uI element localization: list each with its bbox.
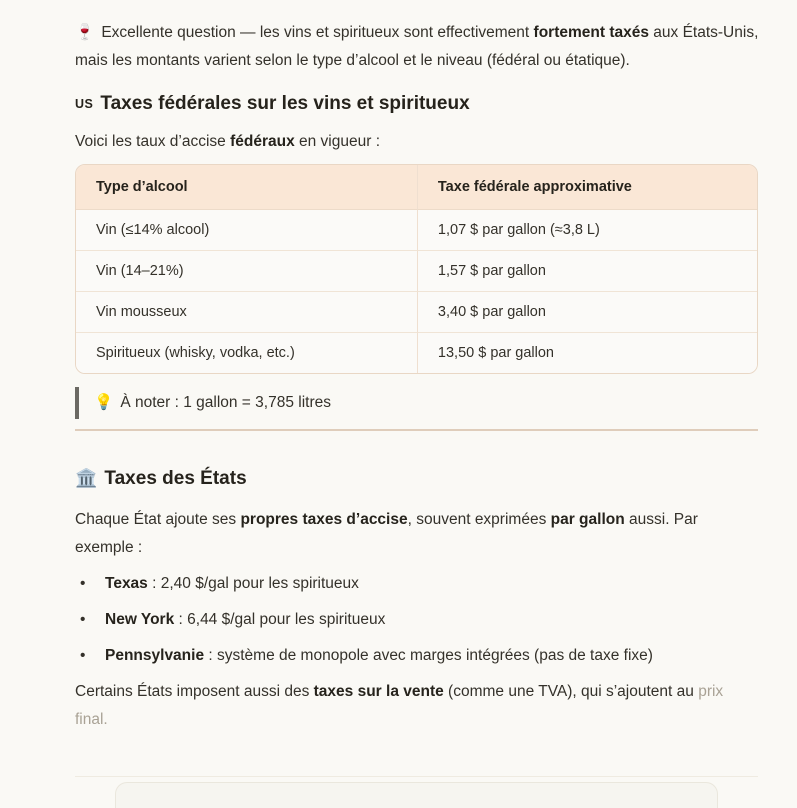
table-row bbox=[76, 292, 757, 333]
table-row bbox=[76, 251, 757, 292]
intro-text-post: aux États-Unis, mais les montants varient selon le type d’alcool et le niveau (fédéral ou étatique). bbox=[75, 24, 759, 69]
table-cell: 1,07 $ par gallon (≈3,8 L) bbox=[417, 210, 757, 251]
table-cell: Spiritueux (whisky, vodka, etc.) bbox=[76, 333, 417, 373]
states-intro-bold1: propres taxes d’accise bbox=[240, 510, 408, 528]
states-intro-post: aussi. Par exemple : bbox=[75, 510, 698, 556]
state-taxes-heading-label: Taxes des États bbox=[104, 467, 247, 489]
table-header-row bbox=[76, 165, 757, 210]
table-cell: Vin (≤14% alcool) bbox=[76, 210, 417, 251]
table-cell: 13,50 $ par gallon bbox=[417, 333, 757, 373]
note-blockquote bbox=[75, 387, 760, 419]
list-item-text bbox=[105, 642, 653, 670]
table-cell: Vin (14–21%) bbox=[76, 251, 417, 292]
federal-intro-paragraph bbox=[75, 128, 760, 156]
table-cell: 3,40 $ par gallon bbox=[417, 292, 757, 333]
federal-taxes-heading bbox=[75, 91, 760, 118]
federal-taxes-heading-label: Taxes fédérales sur les vins et spiritueux bbox=[100, 93, 470, 114]
list-item-pennsylvanie bbox=[80, 642, 760, 670]
chat-input-top-edge[interactable] bbox=[115, 782, 718, 808]
intro-text-pre: Excellente question — les vins et spiritueux sont effectivement bbox=[101, 24, 534, 41]
table-row bbox=[76, 210, 757, 251]
outro-pre: Certains États imposent aussi des bbox=[75, 682, 314, 700]
intro-paragraph bbox=[75, 19, 760, 75]
federal-tax-table bbox=[75, 164, 758, 374]
outro-streaming-text: prix final. bbox=[75, 682, 724, 728]
bullet-marker: • bbox=[80, 610, 86, 628]
table-row bbox=[76, 333, 757, 373]
state-detail: : 6,44 $/gal pour les spiritueux bbox=[174, 610, 386, 628]
intro-text-bold: fortement taxés bbox=[533, 24, 649, 41]
bullet-marker: • bbox=[80, 574, 86, 592]
list-item-new-york bbox=[80, 606, 760, 634]
message-end-divider bbox=[75, 776, 758, 777]
list-item-texas bbox=[80, 570, 760, 598]
list-item-text bbox=[105, 570, 359, 598]
states-intro-mid: , souvent exprimées bbox=[407, 510, 551, 528]
note-text: À noter : 1 gallon = 3,785 litres bbox=[120, 394, 331, 411]
lightbulb-emoji-icon: 💡 bbox=[94, 394, 114, 411]
state-name: New York bbox=[105, 610, 175, 628]
state-detail: : système de monopole avec marges intégrées (pas de taxe fixe) bbox=[204, 646, 653, 664]
table-cell: 1,57 $ par gallon bbox=[417, 251, 757, 292]
states-intro-bold2: par gallon bbox=[550, 510, 625, 528]
table-cell: Vin mousseux bbox=[76, 292, 417, 333]
states-list bbox=[75, 570, 760, 670]
state-taxes-heading bbox=[75, 465, 760, 492]
states-intro-paragraph bbox=[75, 506, 760, 562]
table-header-type: Type d’alcool bbox=[76, 165, 417, 210]
federal-intro-pre: Voici les taux d’accise bbox=[75, 133, 231, 150]
outro-mid: (comme une TVA), qui s’ajoutent au bbox=[443, 682, 699, 700]
wine-glass-emoji-icon: 🍷 bbox=[75, 24, 95, 41]
table-header-tax: Taxe fédérale approximative bbox=[417, 165, 757, 210]
state-name: Pennsylvanie bbox=[105, 646, 205, 664]
federal-intro-bold: fédéraux bbox=[230, 133, 295, 150]
outro-paragraph bbox=[75, 678, 760, 734]
classical-building-emoji-icon: 🏛️ bbox=[75, 467, 98, 488]
state-name: Texas bbox=[105, 574, 148, 592]
us-flag-icon: US bbox=[75, 97, 94, 111]
section-divider bbox=[75, 429, 758, 431]
states-intro-pre: Chaque État ajoute ses bbox=[75, 510, 241, 528]
federal-intro-post: en vigueur : bbox=[294, 133, 381, 150]
outro-bold: taxes sur la vente bbox=[313, 682, 444, 700]
state-detail: : 2,40 $/gal pour les spiritueux bbox=[147, 574, 359, 592]
list-item-text bbox=[105, 606, 385, 634]
bullet-marker: • bbox=[80, 646, 86, 664]
